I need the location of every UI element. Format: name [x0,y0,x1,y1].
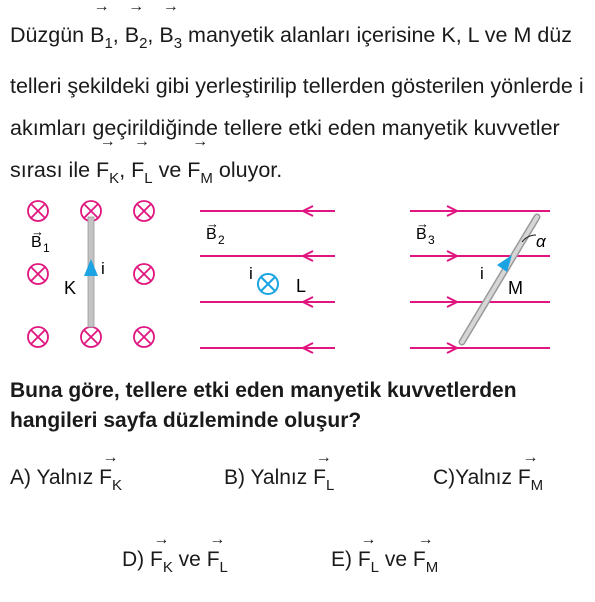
field-label-b2: B [206,226,217,243]
current-label: i [249,264,253,283]
field-into-page-icon [134,201,154,221]
vector-b1: → $B_1$ [90,14,113,65]
vector-fl: → $F_L$ [207,546,228,582]
intro-text-1: Düzgün [10,23,91,47]
intro-text-3: oluyor. [212,158,283,182]
vector-fk: → $F_K$ [150,546,173,582]
vector-fm: → $F_M$ [187,149,213,200]
vector-fl: → $F_L$ [131,149,152,200]
problem-statement: Düzgün → $B_1$, → $B_2$, → $B_3$ manyetik alanları içerisine K, L ve M düz telleri şekildeki gibi yerleştirilip tellerden gösterilen yönlerde i akımları geçirildiğinde tellere etki eden manyetik kuvvetler sırası ile → $F_K$, → $F_L$ ve → $F_M$ oluyor. [10,14,585,200]
vector-b3: → $B_3$ [159,14,182,65]
panel-1 [28,201,154,347]
current-label: i [480,264,484,283]
question-text: Buna göre, tellere etki eden manyetik kuvvetlerden hangileri sayfa düzleminde oluşur? [10,379,517,432]
current-label: i [101,259,105,278]
vector-b2: → $B_2$ [125,14,148,65]
field-label-b3: B [416,226,427,243]
magnetic-field-figure [0,180,595,365]
panel-3 [410,206,550,353]
vector-fk: → $F_K$ [99,464,122,500]
panel-2 [200,206,335,353]
svg-text:3: 3 [428,233,435,247]
svg-text:1: 1 [43,241,50,255]
wire-label-m: M [508,278,523,298]
option-a[interactable]: A) Yalnız → $F_K$ [10,464,122,500]
field-into-page-icon [134,327,154,347]
wire-label-l: L [296,276,307,296]
vector-fk: → $F_K$ [96,149,119,200]
vector-arrow-icon: → [416,216,429,231]
field-into-page-icon [28,327,48,347]
option-c[interactable]: C)Yalnız → $F_M$ [433,464,543,500]
vector-fm: → $F_M$ [413,546,438,582]
vector-arrow-icon: → [31,224,44,239]
figure-svg [0,180,595,365]
option-b[interactable]: B) Yalnız → $F_L$ [224,464,334,500]
field-into-page-icon [81,327,101,347]
vector-fm: → $F_M$ [518,464,543,500]
field-into-page-icon [28,264,48,284]
option-d[interactable]: $D) \to F_K$ ve → $F_L$ [122,546,228,582]
wire-label-k: K [64,278,77,298]
svg-text:2: 2 [218,233,225,247]
angle-label: α [536,232,546,251]
option-e[interactable]: $E) \to F_L$ ve → $F_M$ [331,546,438,582]
vector-fl: → $F_L$ [313,464,334,500]
vector-fl: → $F_L$ [358,546,379,582]
field-into-page-icon [28,201,48,221]
intro-text-2: manyetik alanları içerisine K, L ve M düz telleri şekildeki gibi yerleştirilip tellerden gösterilen yönlerde i akımları geçirildiğinde tellere etki eden manyetik kuvvetler sırası ile [10,23,584,182]
vector-arrow-icon: → [206,216,219,231]
field-into-page-icon [134,264,154,284]
field-label-b1: B [31,234,42,251]
current-arrow-icon [84,259,98,276]
